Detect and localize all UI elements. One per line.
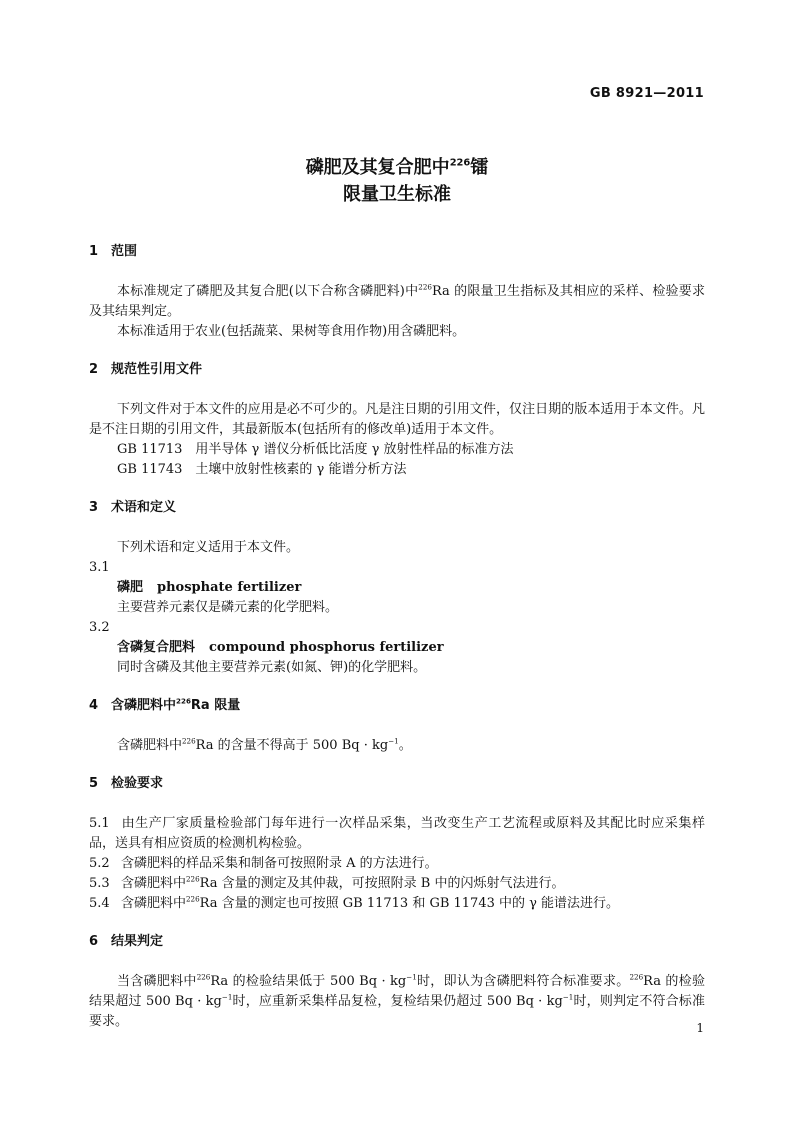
document-title-line2: 限量卫生标准	[343, 184, 451, 205]
clause-5-2: 5.2 含磷肥料的样品采集和制备可按照附录 A 的方法进行。	[89, 856, 438, 871]
clause-5-1: 5.1 由生产厂家质量检验部门每年进行一次样品采集，当改变生产工艺流程或原料及其配比时应采集样品，送具有相应资质的检测机构检验。	[89, 816, 705, 851]
term-3-2: 含磷复合肥料 compound phosphorus fertilizer	[117, 640, 444, 655]
page-number: 1	[696, 1021, 704, 1035]
section-1-heading: 1 范围	[89, 244, 138, 259]
section-2-paragraph-1: 下列文件对于本文件的应用是必不可少的。凡是注日期的引用文件，仅注日期的版本适用于本文件。凡是不注日期的引用文件，其最新版本(包括所有的修改单)适用于本文件。	[89, 402, 705, 437]
document-title-line1	[0, 153, 794, 179]
term-3-1-definition: 主要营养元素仅是磷元素的化学肥料。	[117, 600, 339, 615]
standard-id: GB 8921—2011	[589, 86, 704, 101]
clause-5-3: 5.3 含磷肥料中$^{226}$Ra 含量的测定及其仲裁，可按照附录 B 中的闪烁射气法进行。	[89, 874, 565, 891]
clause-5-4: 5.4 含磷肥料中$^{226}$Ra 含量的测定也可按照 GB 11713 和 GB 11743 中的 γ 能谱法进行。	[89, 894, 620, 911]
term-3-1-number: 3.1	[89, 560, 110, 575]
title-superscript: 226	[449, 157, 471, 169]
section-6-paragraph-1: 当含磷肥料中$^{226}$Ra 的检验结果低于 500 $Bq \cdot kg^{-1}$时，即认为含磷肥料符合标准要求。$^{226}$Ra 的检验结果超过 500 $Bq \cdot kg^{-1}$时，应重新采集样品复检，复检结果仍超过 500 $Bq \cdot kg^{-1}$时，则判定不符合标准要求。	[89, 972, 705, 1029]
section-1-paragraph-1: 本标准规定了磷肥及其复合肥(以下合称含磷肥料)中$^{226}$Ra 的限量卫生指标及其相应的采样、检验要求及其结果判定。	[89, 282, 705, 319]
section-3-heading: 3 术语和定义	[89, 500, 177, 515]
term-3-1: 磷肥 phosphate fertilizer	[117, 580, 302, 595]
term-3-2-definition: 同时含磷及其他主要营养元素(如氮、钾)的化学肥料。	[117, 660, 427, 675]
reference-gb11713: GB 11713 用半导体 γ 谱仪分析低比活度 γ 放射性样品的标准方法	[117, 442, 514, 457]
section-6-heading: 6 结果判定	[89, 934, 164, 949]
section-4-paragraph-1: 含磷肥料中$^{226}$Ra 的含量不得高于 500 $Bq \cdot kg^{-1}$。	[117, 736, 412, 753]
title-text: 磷肥及其复合肥中	[305, 157, 450, 178]
section-1-paragraph-2: 本标准适用于农业(包括蔬菜、果树等食用作物)用含磷肥料。	[117, 324, 466, 339]
title-text-end: 镭	[470, 157, 489, 178]
reference-gb11743: GB 11743 土壤中放射性核素的 γ 能谱分析方法	[117, 462, 407, 477]
section-5-heading: 5 检验要求	[89, 776, 164, 791]
section-3-paragraph-1: 下列术语和定义适用于本文件。	[117, 540, 300, 555]
document-body	[89, 242, 705, 1032]
section-2-heading: 2 规范性引用文件	[89, 362, 203, 377]
section-4-heading: 4 含磷肥料中$^{226}$Ra 限量	[89, 696, 241, 713]
term-3-2-number: 3.2	[89, 620, 110, 635]
